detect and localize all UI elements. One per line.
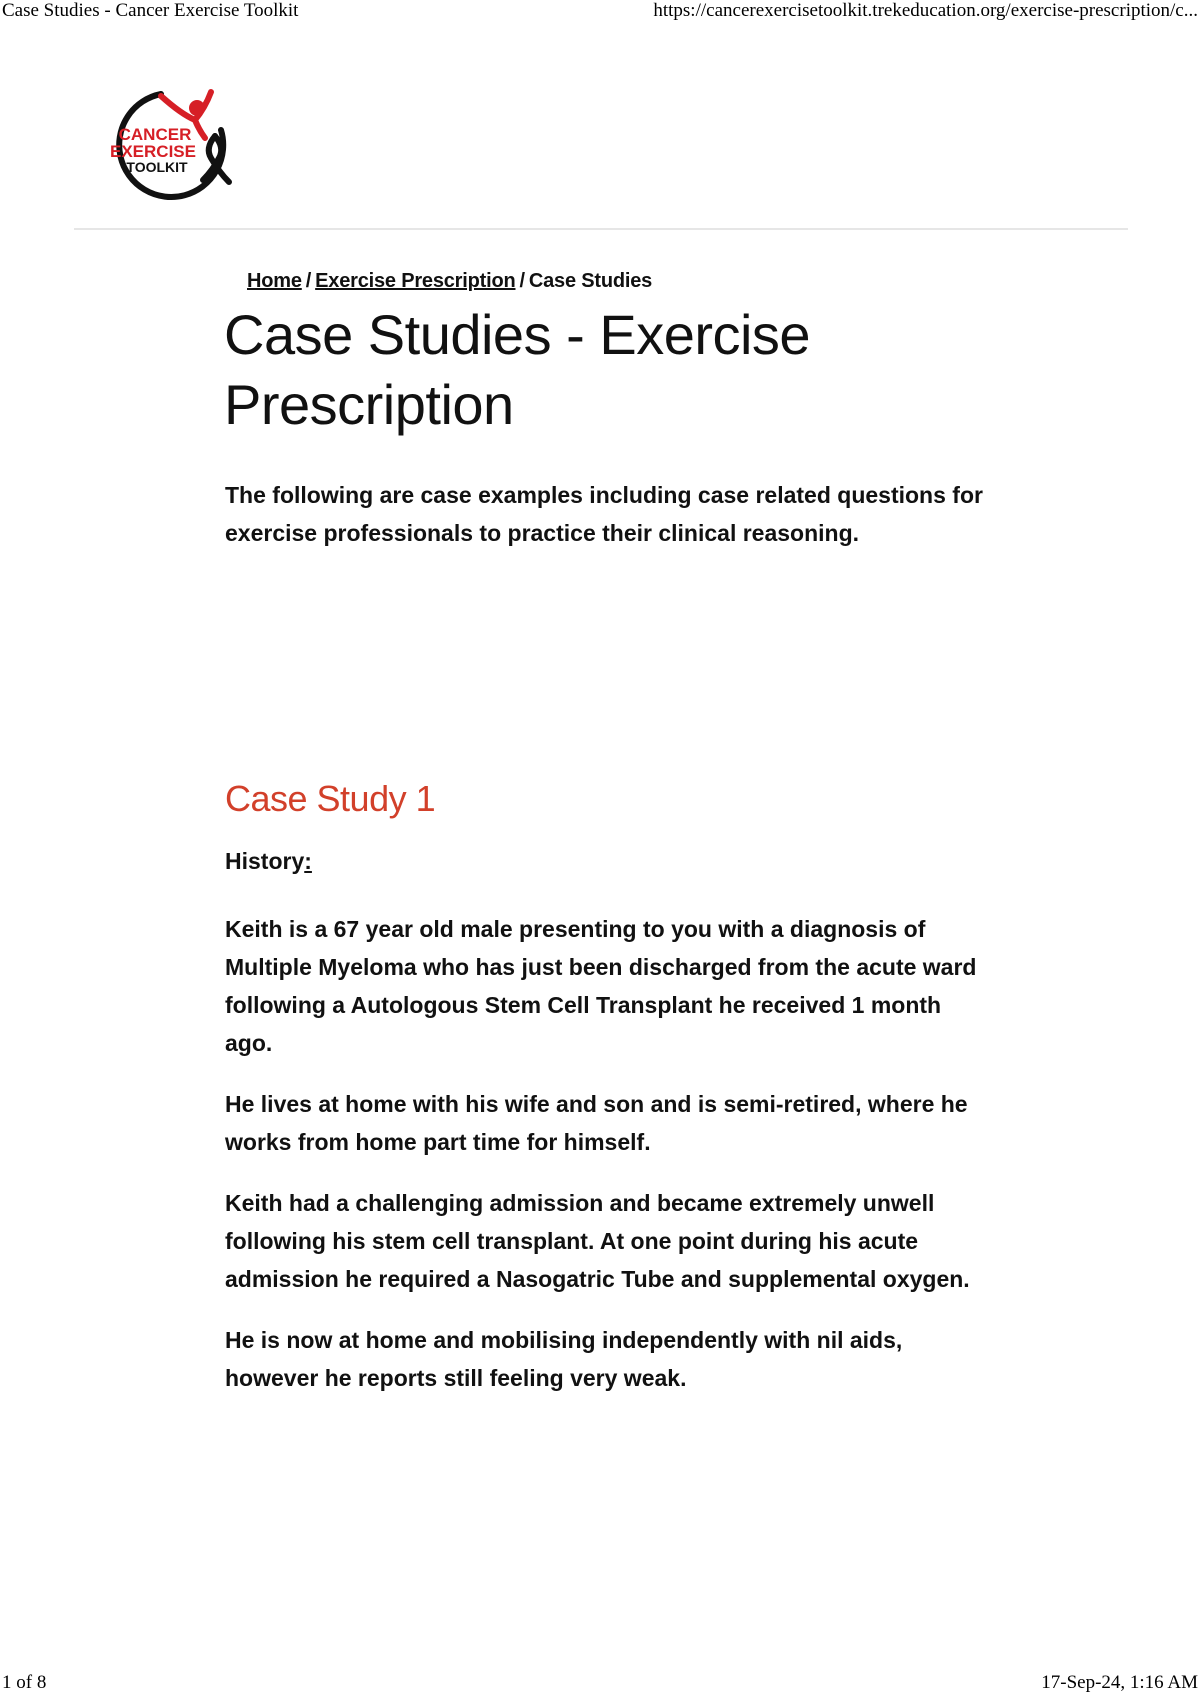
history-label-text: History: [225, 848, 305, 874]
history-label-colon: :: [304, 848, 312, 874]
intro-text: [225, 476, 985, 552]
site-logo[interactable]: [103, 86, 243, 206]
case-paragraph: Keith is a 67 year old male presenting to you with a diagnosis of Multiple Myeloma who has just been discharged from the acute ward following a Autologous Stem Cell Transplant he received 1 month ago.: [225, 916, 977, 1056]
header-divider: [74, 228, 1128, 230]
case-paragraph: Keith had a challenging admission and became extremely unwell following his stem cell transplant. At one point during his acute admission he required a Nasogatric Tube and supplemental oxygen.: [225, 1190, 970, 1292]
case-study-body: [225, 910, 985, 1420]
case-paragraph: He is now at home and mobilising independently with nil aids, however he reports still feeling very weak.: [225, 1327, 903, 1391]
breadcrumb-home-link[interactable]: Home: [247, 270, 302, 292]
logo-line1: CANCER: [118, 125, 192, 144]
cancer-exercise-toolkit-logo-icon: [103, 86, 243, 206]
page-title: Case Studies - Exercise Prescription: [224, 303, 811, 436]
case-paragraph: He lives at home with his wife and son and is semi-retired, where he works from home part time for himself.: [225, 1091, 968, 1155]
breadcrumb-separator: /: [305, 270, 312, 292]
breadcrumb-current: Case Studies: [528, 270, 653, 292]
breadcrumb-exercise-prescription-link[interactable]: Exercise Prescription: [315, 270, 516, 292]
intro-paragraph: The following are case examples including case related questions for exercise professionals to practice their clinical reasoning.: [225, 482, 983, 546]
print-footer-page: 1 of 8: [2, 1672, 47, 1693]
breadcrumb-separator: /: [519, 270, 525, 292]
logo-line3: TOOLKIT: [126, 159, 188, 175]
print-header-url: https://cancerexercisetoolkit.trekeducation.org/exercise-prescription/c...: [653, 0, 1198, 21]
print-footer-datetime: 17-Sep-24, 1:16 AM: [1041, 1672, 1198, 1693]
print-header-title: Case Studies - Cancer Exercise Toolkit: [2, 0, 299, 21]
logo-line2: EXERCISE: [110, 142, 196, 161]
case-study-title: Case Study 1: [225, 778, 436, 819]
breadcrumb: [247, 270, 652, 293]
history-label: [225, 848, 312, 875]
